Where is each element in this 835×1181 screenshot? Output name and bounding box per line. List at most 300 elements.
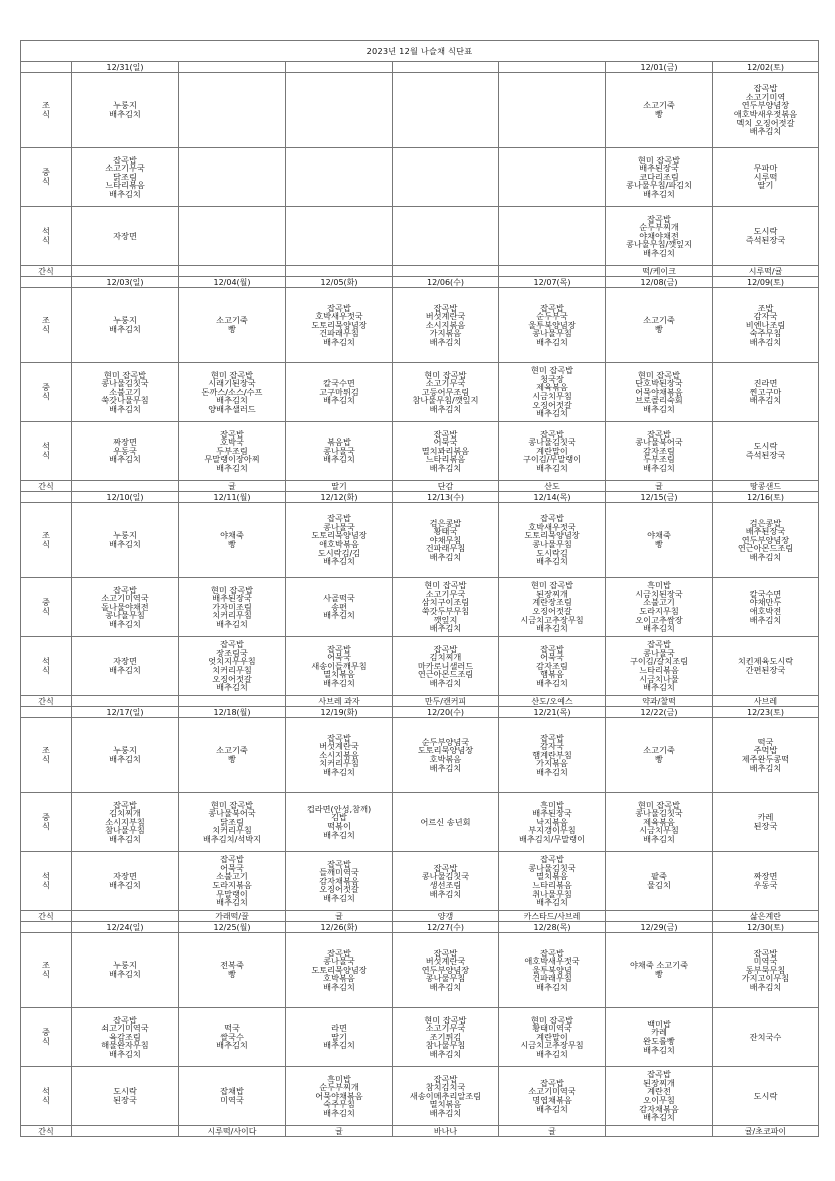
menu-item: 제육볶음 [536,382,568,393]
lunch-cell [499,148,606,207]
menu-item: 숙주무침 [749,328,782,339]
menu-item: 배추김치 [429,551,462,562]
dinner-cell [286,852,393,911]
menu-item: 애호박새우젓국 [524,956,580,967]
snack-cell [499,266,606,277]
menu-item: 시금치고추장무침 [520,1040,584,1051]
menu-item: 호박새우젓국 [315,311,363,322]
menu-item: 제주완두콩떡 [741,754,790,764]
menu-item: 소고기무국 [105,163,145,174]
menu-item: 건파래무침 [425,543,466,554]
menu-item: 김치찌개 [109,808,141,819]
menu-item: 육감조림 [109,1031,141,1042]
menu-item: 배추김치 [429,336,462,347]
menu-item: 깻잎지 [433,614,458,625]
menu-item: 잡곡밥 [113,584,137,595]
breakfast-label-char: 식 [42,969,50,979]
breakfast-cell [286,933,393,1008]
menu-item: 감자채볶음 [319,875,359,886]
menu-item: 동부묵무침 [745,964,786,975]
menu-item: 잡곡밥 [647,639,671,650]
snack-cell: 귤 [286,911,393,922]
menu-item: 감자국 [753,311,778,322]
breakfast-label-char: 조 [42,960,50,971]
menu-item: 빵 [228,539,236,549]
menu-item: 물김치 [647,880,671,890]
lunch-cell [72,148,179,207]
dinner-label-char: 석 [42,1086,50,1097]
date-header [286,62,393,73]
menu-item: 멸치볶음 [536,871,568,882]
date-header: 12/24(일) [72,922,179,933]
menu-item: 즉석된장국 [745,235,786,245]
menu-item: 멸치꽈리볶음 [421,445,470,456]
menu-item: 팥죽 [651,871,667,882]
snack-cell: 사브레 과자 [286,696,393,707]
date-header: 12/03(일) [72,277,179,288]
snack-cell: 귤 [606,481,713,492]
date-header: 12/13(수) [393,492,499,503]
menu-item: 야채야채전 [639,230,679,241]
menu-item: 마카로니샐러드 [417,660,474,671]
menu-item: 잡곡밥 [540,302,564,313]
lunch-cell [179,148,286,207]
dinner-label-char: 석 [42,871,50,882]
menu-item: 백미밥 [647,1018,671,1029]
menu-item: 누룽지 [113,745,137,756]
menu-item: 잡곡밥 [540,643,564,654]
menu-item: 오징어젓갈 [319,884,359,895]
menu-item: 배추김치 [429,762,462,773]
menu-item: 도시락김/김 [317,547,361,558]
menu-item: 치커리무침 [212,825,252,836]
menu-item: 제육볶음 [643,816,675,827]
menu-item: 빵 [655,109,663,119]
date-header: 12/14(목) [499,492,606,503]
lunch-cell [179,793,286,852]
menu-item: 소고기죽 [643,745,675,756]
menu-item: 미역국 [753,956,778,967]
menu-item: 콩나물김칫국 [421,871,470,882]
menu-item: 삼치구이조림 [421,597,470,608]
menu-item: 브로콜리숙회 [635,395,683,406]
menu-item: 잡곡밥 [433,862,458,873]
menu-item: 카레 [651,1027,667,1038]
date-header: 12/06(수) [393,277,499,288]
date-header: 12/29(금) [606,922,713,933]
menu-item: 배추김치 [216,462,248,473]
menu-item: 배추된장국 [532,808,572,819]
menu-item: 잡곡밥 [113,1014,137,1025]
date-header: 12/16(토) [713,492,819,503]
lunch-cell [179,578,286,637]
menu-item: 느타리볶음 [105,180,145,191]
breakfast-cell [713,718,819,793]
menu-item: 호박볶음 [429,754,462,764]
menu-item: 감자채볶음 [639,1103,679,1114]
menu-item: 배추김치 [643,682,675,693]
snack-cell [72,911,179,922]
menu-item: 현미 잡곡밥 [424,580,467,591]
menu-item: 계란말이 [536,1031,568,1042]
dinner-cell [286,637,393,696]
breakfast-label [21,73,72,148]
menu-item: 배추김치 [323,336,355,347]
menu-item: 치커리무침 [212,665,252,675]
menu-item: 미역국 [220,1095,244,1105]
breakfast-cell [499,718,606,793]
menu-item: 잡곡밥 [540,732,564,743]
menu-item: 고구마튀김 [319,386,359,397]
menu-item: 울투북양념장 [528,319,576,330]
breakfast-cell [72,288,179,363]
lunch-label-char: 식 [42,821,50,831]
dinner-cell [286,422,393,481]
dinner-label [21,1067,72,1126]
menu-item: 배추김치 [643,247,675,258]
breakfast-label [21,718,72,793]
lunch-cell [393,793,499,852]
menu-item: 배추김치 [323,981,355,992]
menu-item: 누룽지 [113,960,137,971]
date-header [179,62,286,73]
menu-item: 현미 잡곡밥 [424,369,467,380]
snack-cell [606,1126,713,1137]
menu-item: 배추김치 [109,665,141,675]
menu-item: 칼국수면 [323,378,355,389]
date-header: 12/07(목) [499,277,606,288]
menu-item: 소고기무국 [425,1023,466,1034]
menu-item: 짜장면 [753,871,778,882]
menu-item: 들깨미역국 [319,867,359,878]
menu-item: 잔치국수 [749,1031,782,1042]
menu-item: 소고기무국 [425,588,466,599]
menu-item: 참나물무침/깻잎지 [412,395,479,406]
menu-item: 배추김치 [429,623,462,634]
snack-cell: 바나나 [393,1126,499,1137]
snack-cell: 딸기 [286,481,393,492]
menu-item: 배추김치 [429,1107,462,1118]
dinner-cell [393,1067,499,1126]
menu-item: 누룽지 [113,100,137,111]
menu-item: 배추김치 [643,1112,675,1123]
menu-item: 어묵야채볶음 [315,1090,363,1101]
menu-item: 명엽채볶음 [532,1095,572,1105]
snack-cell: 단감 [393,481,499,492]
breakfast-label-char: 식 [42,324,50,334]
date-row-corner [21,62,72,73]
date-header: 12/10(일) [72,492,179,503]
menu-item: 소고기미역 [745,91,786,102]
menu-item: 검은콩밥 [429,517,462,528]
lunch-cell [606,1008,713,1067]
menu-item: 현미 잡곡밥 [637,369,681,380]
menu-item: 도라지볶음 [212,880,252,890]
menu-item: 청국장 [540,373,564,384]
menu-item: 버섯계란국 [425,956,466,967]
menu-item: 된장국 [753,821,778,831]
menu-item: 현미 잡곡밥 [424,1014,467,1025]
menu-item: 배추김치 [429,403,462,414]
breakfast-cell [72,503,179,578]
menu-item: 배추김치 [323,610,355,621]
menu-item: 연근아몬드조림 [737,543,794,554]
menu-item: 콩나물무침 [532,328,572,339]
dinner-cell [179,207,286,266]
menu-item: 느타리볶음 [425,454,466,465]
menu-item: 된장찌개 [536,588,568,599]
date-header: 12/19(화) [286,707,393,718]
menu-item: 가지볶음 [429,328,462,339]
menu-item: 칼국수면 [749,588,782,599]
lunch-cell [72,793,179,852]
menu-item: 배추김치 [109,539,141,549]
date-header: 12/23(토) [713,707,819,718]
breakfast-cell [499,503,606,578]
menu-item: 잡곡밥 [327,643,351,654]
dinner-cell [72,1067,179,1126]
menu-item: 연두부양념장 [421,964,470,975]
dinner-cell [393,422,499,481]
breakfast-cell [393,73,499,148]
menu-item: 잡곡밥 [113,799,137,810]
menu-item: 잡곡밥 [647,213,671,224]
menu-item: 잡곡밥 [327,732,351,743]
lunch-label [21,1008,72,1067]
menu-item: 잡곡밥 [433,428,458,439]
lunch-cell [393,363,499,422]
breakfast-cell [606,933,713,1008]
date-header [393,62,499,73]
menu-item: 가지고이무침 [741,973,790,984]
menu-item: 검은콩밥 [749,517,782,528]
menu-item: 황태국 [433,526,458,537]
breakfast-label-char: 조 [42,100,50,111]
menu-item: 빵 [655,324,663,334]
menu-item: 현미 잡곡밥 [637,154,681,165]
date-header: 12/08(금) [606,277,713,288]
menu-item: 배추김치 [109,1048,141,1059]
menu-item: 도시락 [113,1086,137,1097]
menu-item: 김치찌개 [429,652,462,663]
menu-item: 콩나물무침 [425,973,466,984]
breakfast-cell [606,73,713,148]
menu-item: 소불고기 [109,386,141,397]
lunch-cell [499,1008,606,1067]
menu-item: 코다리조림 [639,171,679,182]
breakfast-cell [72,718,179,793]
menu-item: 배추김치 [749,551,782,562]
date-header: 12/17(일) [72,707,179,718]
menu-item: 주먹밥 [753,745,778,756]
snack-cell [286,266,393,277]
dinner-label-char: 식 [42,450,50,460]
menu-item: 자장면 [113,656,137,667]
menu-item: 현미 잡곡밥 [530,580,574,591]
menu-item: 야채죽 [647,530,671,541]
menu-item: 배추김치 [109,324,141,334]
menu-item: 낙지볶음 [536,816,568,827]
date-header: 12/26(화) [286,922,393,933]
date-header [499,62,606,73]
lunch-cell [499,793,606,852]
lunch-cell [393,1008,499,1067]
dinner-label-char: 식 [42,1095,50,1105]
menu-item: 빵 [228,324,236,334]
menu-item: 새송이메추리알조림 [409,1090,482,1101]
menu-item: 시금치고추장무침 [520,614,584,625]
menu-item: 즉석된장국 [745,450,786,460]
menu-item: 두부조림 [643,454,675,465]
dinner-cell [286,207,393,266]
menu-item: 야채죽 소고기죽 [630,960,688,971]
snack-cell [72,696,179,707]
lunch-cell [606,793,713,852]
breakfast-cell [286,503,393,578]
menu-item: 느타리볶음 [532,880,572,890]
breakfast-cell [286,73,393,148]
menu-item: 배추김치 [536,623,568,634]
menu-item: 순두부국 [536,311,568,322]
menu-item: 전복죽 [220,960,244,971]
dinner-cell [606,207,713,266]
menu-item: 떡볶이 [327,821,351,831]
dinner-cell [179,1067,286,1126]
menu-item: 라면 [331,1023,347,1034]
menu-item: 콩나물북어국 [208,808,256,819]
menu-item: 된장국 [113,1095,137,1105]
menu-item: 배추김치 [536,1103,568,1114]
date-header: 12/05(화) [286,277,393,288]
snack-label: 간식 [21,1126,72,1137]
menu-item: 장조림국 [216,647,248,658]
menu-item: 배추김치 [643,188,675,199]
menu-item: 버섯계란국 [425,311,466,322]
menu-item: 호박새우젓국 [528,521,576,532]
snack-label: 간식 [21,266,72,277]
menu-item: 오이무침 [643,1095,675,1105]
menu-item: 잡곡밥 [327,513,351,524]
menu-item: 잡곡밥 [220,854,244,865]
menu-item: 배추김치 [323,677,355,688]
menu-item: 잡곡밥 [433,302,458,313]
menu-item: 빵 [228,969,236,979]
breakfast-cell [393,718,499,793]
lunch-cell [393,148,499,207]
snack-cell: 귤/초코파이 [713,1126,819,1137]
menu-item: 배추김치 [536,766,568,777]
menu-item: 배추김치 [643,623,675,634]
menu-item: 짜장면 [113,437,137,448]
menu-item: 쑥갓나물무침 [101,395,149,406]
menu-item: 조밥 [757,302,774,313]
menu-item: 계란전 [647,1086,671,1097]
menu-item: 돌나물야채전 [101,601,149,612]
menu-item: 잡곡밥 [433,643,458,654]
dinner-cell [606,637,713,696]
menu-item: 배추김치 [109,109,141,119]
meal-plan-table [20,40,819,1137]
dinner-label [21,422,72,481]
lunch-label-char: 식 [42,391,50,401]
snack-cell: 귤 [499,1126,606,1137]
menu-item: 배추김치 [536,677,568,688]
menu-item: 콩나물김칫국 [101,378,149,389]
menu-item: 현미 잡곡밥 [210,584,254,595]
menu-item: 잡곡밥 [540,1077,564,1088]
breakfast-label [21,288,72,363]
menu-item: 소고기죽 [216,315,248,326]
dinner-cell [286,1067,393,1126]
snack-cell: 사브레 [713,696,819,707]
menu-item: 콩나물김칫국 [635,808,683,819]
menu-item: 배추김치 [323,1107,355,1118]
breakfast-label-char: 조 [42,315,50,326]
menu-item: 고등어무조림 [421,386,470,397]
dinner-label-char: 석 [42,656,50,667]
menu-item: 콩나물김칫국 [528,862,576,873]
snack-cell: 카스타드/사브레 [499,911,606,922]
snack-cell: 땅콩샌드 [713,481,819,492]
menu-item: 콩나물국 [643,647,675,658]
menu-item: 배추김치 [429,1048,462,1059]
dinner-label [21,207,72,266]
menu-item: 도시락김 [536,547,568,558]
menu-item: 잡곡밥 [220,639,244,650]
breakfast-cell [179,718,286,793]
dinner-label-char: 석 [42,226,50,237]
menu-item: 어묵야채볶음 [635,386,683,397]
date-header: 12/15(금) [606,492,713,503]
menu-item: 잡곡밥 [433,947,458,958]
date-row-corner [21,277,72,288]
menu-item: 배추김치 [749,395,782,406]
menu-item: 치킨제육도시락 [737,656,794,667]
date-header: 12/21(목) [499,707,606,718]
menu-item: 배추김치 [323,556,355,567]
menu-item: 연근아몬드조림 [417,669,474,680]
breakfast-cell [713,503,819,578]
menu-item: 배추김치 [109,454,141,465]
menu-item: 잡곡밥 [540,854,564,865]
breakfast-cell [393,288,499,363]
menu-item: 된장찌개 [643,1077,675,1088]
snack-cell: 시루떡/귤 [713,266,819,277]
menu-item: 호박국 [220,437,244,448]
menu-item: 잡곡밥 [540,428,564,439]
breakfast-cell [393,503,499,578]
menu-item: 쌀국수 [220,1031,244,1042]
dinner-cell [179,852,286,911]
menu-item: 호박볶음 [323,973,355,984]
menu-item: 콩나물국 [323,956,355,967]
menu-item: 감자조림 [536,660,568,671]
menu-item: 현미 잡곡밥 [530,365,574,376]
menu-item: 배추김치 [216,897,248,908]
menu-item: 배추김치 [216,1040,248,1051]
date-header: 12/31(일) [72,62,179,73]
menu-item: 햄볶음 [540,669,564,680]
menu-item: 흑미밥 [327,1073,351,1084]
menu-item: 계란장조림 [532,597,572,608]
lunch-cell [499,363,606,422]
breakfast-cell [179,503,286,578]
lunch-cell [393,578,499,637]
breakfast-cell [393,933,499,1008]
menu-item: 시금치된장국 [635,588,683,599]
breakfast-cell [606,503,713,578]
menu-item: 조기튀김 [429,1031,462,1042]
